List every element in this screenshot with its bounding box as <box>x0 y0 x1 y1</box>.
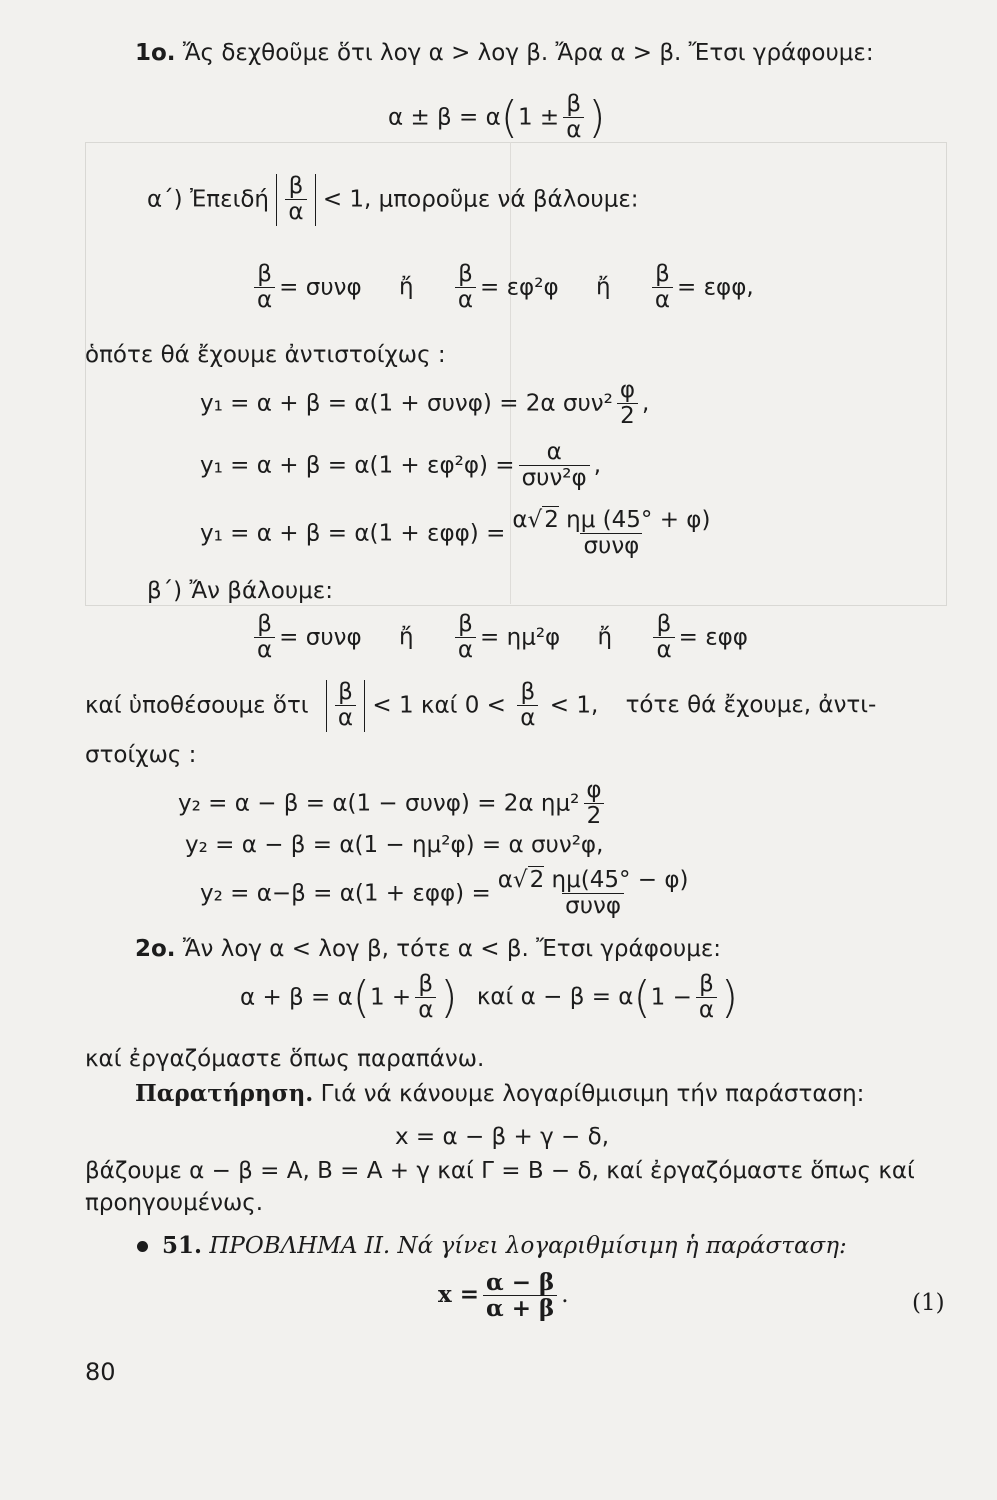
case-2-number: 2ο. <box>135 936 176 962</box>
frac-den: α <box>455 637 476 663</box>
note-text: Γιά νά κάνουμε λογαρίθμισιμη τήν παράσταση: <box>320 1081 865 1107</box>
case-2-work: καί ἐργαζόμαστε ὅπως παραπάνω. <box>85 1046 485 1072</box>
frac-den: α <box>652 287 673 313</box>
problem-number: 51. <box>162 1232 203 1259</box>
frac-den: συνφ <box>580 533 642 559</box>
problem-text: ΠΡΟΒΛΗΜΑ ΙΙ. Νά γίνει λογαριθμίσιμη ἡ παράσταση: <box>209 1233 847 1259</box>
fraction-beta-alpha <box>563 92 584 144</box>
frac-den: 2 <box>584 803 605 829</box>
frac-den: α <box>335 705 356 731</box>
note-equation: x = α − β + γ − δ, <box>395 1124 610 1150</box>
eq-tail: , <box>593 452 602 479</box>
frac-num: β <box>520 679 536 705</box>
frac-den: α <box>254 287 275 313</box>
eq-lhs: y₂ = α − β = α(1 − συνφ) = 2α ημ² <box>178 790 580 817</box>
frac-den: συν²φ <box>519 465 590 491</box>
y1-equation-3: y₁ = α + β = α(1 + εφφ) = $\frac{\alpha√2 \eta\mu (45^\circ + \varphi)}{\text{συνφ}}$ <box>200 507 711 560</box>
frac-den: α + β <box>483 1295 557 1321</box>
frac-num: β <box>257 261 272 287</box>
num-b: ημ (45° + φ) <box>558 507 711 533</box>
condition-1: < 1 καί 0 < <box>372 692 506 719</box>
case-b-then-2: στοίχως : <box>85 742 197 768</box>
or-word: ἤ <box>398 624 414 651</box>
frac-num: β <box>458 611 473 637</box>
frac-den: α <box>285 199 306 225</box>
case-2-text: Ἄν λογ α < λογ β, τότε α < β. Ἔτσι γράφουμε: <box>182 936 722 962</box>
case-b-then: τότε θά ἔχουμε, ἀντι- <box>625 692 877 719</box>
sub-b-3: = εφφ <box>678 624 748 651</box>
frac-num: α <box>546 439 562 465</box>
bullet-icon <box>137 1241 148 1252</box>
condition-2: < 1, <box>549 692 599 719</box>
frac-den: α <box>455 287 476 313</box>
problem-line <box>137 1232 847 1259</box>
eq-tail: . <box>561 1281 569 1308</box>
frac-num: φ <box>619 377 636 403</box>
eq-lhs: x = <box>438 1280 479 1308</box>
assume-text: καί ὑποθέσουμε ὅτι <box>85 692 309 719</box>
case-a-line <box>147 174 639 226</box>
eq-tail: , <box>642 390 650 417</box>
equation-number: (1) <box>912 1290 945 1316</box>
eq-inner: 1 + <box>369 984 412 1011</box>
y2-equation-1 <box>178 778 609 830</box>
equation-split-inner: 1 ± <box>517 104 560 131</box>
case-1-text: Ἄς δεχθοῦμε ὅτι λογ α > λογ β. Ἄρα α > β. Ἔτσι γράφουμε: <box>182 40 874 66</box>
frac-num: β <box>699 971 714 997</box>
frac-num: β <box>288 173 304 199</box>
frac-num: β <box>566 91 582 117</box>
frac-num: α − β <box>486 1269 555 1296</box>
problem-equation <box>438 1270 569 1322</box>
frac-den: α <box>653 637 674 663</box>
frac-den: α <box>415 997 436 1023</box>
eq-lhs: y₂ = α−β = α(1 + εφφ) = <box>200 880 491 907</box>
frac-num: β <box>655 261 670 287</box>
sub-a-3: = εφφ, <box>677 274 754 301</box>
substitutions-a <box>250 262 754 314</box>
eq-mid: καί α − β = α <box>476 984 634 1011</box>
frac-den: α <box>563 117 584 143</box>
frac-den: α <box>517 705 538 731</box>
num-a: α <box>512 507 528 533</box>
sub-b-2: = ημ²φ <box>480 624 561 651</box>
note-line-1: βάζουμε α − β = Α, Β = Α + γ καί Γ = Β − δ, καί ἐργαζόμαστε ὅπως καί <box>85 1158 915 1184</box>
frac-den: συνφ <box>562 893 624 919</box>
y1-equation-1 <box>200 378 649 430</box>
frac-num: β <box>656 611 672 637</box>
sqrt-arg: 2 <box>544 507 559 533</box>
num-b: ημ(45° − φ) <box>544 867 689 893</box>
frac-num: φ <box>586 777 602 803</box>
frac-den: 2 <box>617 403 638 429</box>
y1-equation-2 <box>200 440 601 492</box>
num-a: α <box>497 867 513 893</box>
abs-value <box>276 174 315 226</box>
sub-b-1: = συνφ <box>279 624 362 651</box>
or-word: ἤ <box>597 624 613 651</box>
eq-inner: 1 − <box>650 984 692 1011</box>
frac-num: β <box>418 971 434 997</box>
case-a-then: ὁπότε θά ἔχουμε ἀντιστοίχως : <box>85 342 446 368</box>
equation-split-lhs: α ± β = α <box>388 104 501 131</box>
eq-lhs: α + β = α <box>240 984 353 1011</box>
equation-split: α ± β = α(1 ± $\frac{\beta}{\alpha}$ ) <box>388 91 606 144</box>
y2-equation-2: y₂ = α − β = α(1 − ημ²φ) = α συν²φ, <box>185 832 604 858</box>
or-word: ἤ <box>595 274 611 301</box>
frac-num: β <box>338 679 353 705</box>
case-1-number: 1ο. <box>135 40 176 66</box>
frac-den: α <box>254 637 275 663</box>
frac-num: β <box>257 611 272 637</box>
eq-lhs: y₁ = α + β = α(1 + εφφ) = <box>200 520 506 547</box>
sub-a-1: = συνφ <box>279 274 362 301</box>
case-2-equations: α + β = α(1 + $\frac{\beta}{\alpha}$ ) καί α − β = α(1 − $\frac{\beta}{\alpha}$ ) <box>240 971 739 1024</box>
case-a-label: α΄) Ἐπειδή <box>147 186 270 213</box>
case-b-label: β΄) Ἄν βάλουμε: <box>147 578 333 604</box>
y2-equation-3: y₂ = α−β = α(1 + εφφ) = $\frac{\alpha√2 \eta\mu(45^\circ - \varphi)}{\text{συνφ}}$ <box>200 867 689 920</box>
frac-den: α <box>696 997 717 1023</box>
case-a-condition: < 1, μποροῦμε νά βάλουμε: <box>322 186 639 213</box>
frac-num: β <box>458 261 473 287</box>
sqrt-arg: 2 <box>529 867 545 893</box>
case-2-line <box>135 936 721 962</box>
sub-a-2: = εφ²φ <box>480 274 559 301</box>
substitutions-b <box>250 612 748 664</box>
case-b-assume <box>85 680 876 732</box>
eq-lhs: y₁ = α + β = α(1 + εφ²φ) = <box>200 452 515 479</box>
or-word: ἤ <box>398 274 414 301</box>
note-line-2: προηγουμένως. <box>85 1190 264 1216</box>
case-1-line <box>135 40 874 66</box>
note-line <box>135 1080 864 1107</box>
page-number: 80 <box>85 1358 116 1386</box>
abs-value <box>326 680 365 732</box>
eq-lhs: y₁ = α + β = α(1 + συνφ) = 2α συν² <box>200 390 613 417</box>
note-label: Παρατήρηση. <box>135 1080 314 1107</box>
